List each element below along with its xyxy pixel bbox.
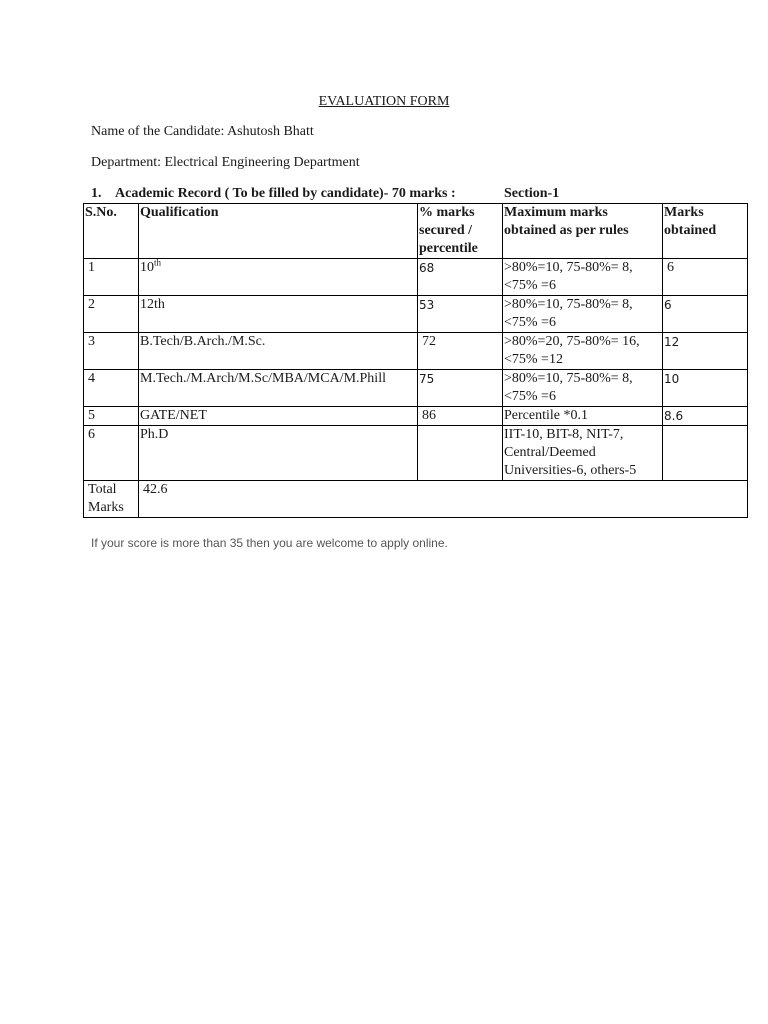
row-percent: 53 (418, 296, 503, 333)
row-obtained (663, 426, 748, 481)
row-rule: IIT-10, BIT-8, NIT-7, Central/Deemed Universities-6, others-5 (503, 426, 663, 481)
row-percent (418, 426, 503, 481)
table-row (84, 259, 748, 296)
total-value: 42.6 (139, 481, 748, 518)
row-sno: 6 (84, 426, 139, 481)
row-obtained: 8.6 (663, 407, 748, 426)
row-qualification: Ph.D (139, 426, 418, 481)
department-name: Department: Electrical Engineering Department (91, 155, 360, 170)
row-sno: 2 (84, 296, 139, 333)
row-rule: >80%=10, 75-80%= 8, <75% =6 (503, 259, 663, 296)
row-sno: 3 (84, 333, 139, 370)
total-row (84, 481, 748, 518)
form-title: EVALUATION FORM (318, 94, 450, 109)
row-rule: Percentile *0.1 (503, 407, 663, 426)
row-rule: >80%=20, 75-80%= 16, <75% =12 (503, 333, 663, 370)
row-qualification: M.Tech./M.Arch/M.Sc/MBA/MCA/M.Phill (139, 370, 418, 407)
section-heading (91, 186, 560, 202)
table-row (84, 296, 748, 333)
table-row (84, 333, 748, 370)
candidate-name: Name of the Candidate: Ashutosh Bhatt (91, 124, 314, 139)
row-qualification: GATE/NET (139, 407, 418, 426)
row-percent: 68 (418, 259, 503, 296)
header-percent: % marks secured / percentile (418, 204, 503, 259)
table-row (84, 370, 748, 407)
row-percent: 75 (418, 370, 503, 407)
row-qualification: 12th (139, 296, 418, 333)
row-qualification (139, 259, 418, 296)
header-sno: S.No. (84, 204, 139, 259)
apply-online-note: If your score is more than 35 then you are welcome to apply online. (91, 536, 448, 550)
row-sno: 5 (84, 407, 139, 426)
header-qualification: Qualification (139, 204, 418, 259)
qualification-text: 10 (140, 260, 154, 275)
header-max-marks: Maximum marks obtained as per rules (503, 204, 663, 259)
row-sno: 4 (84, 370, 139, 407)
row-obtained: 10 (663, 370, 748, 407)
row-sno: 1 (84, 259, 139, 296)
table-row (84, 426, 748, 481)
row-percent: 86 (418, 407, 503, 426)
row-obtained: 12 (663, 333, 748, 370)
row-obtained: 6 (663, 259, 748, 296)
header-marks-obtained: Marks obtained (663, 204, 748, 259)
row-rule: >80%=10, 75-80%= 8, <75% =6 (503, 296, 663, 333)
row-rule: >80%=10, 75-80%= 8, <75% =6 (503, 370, 663, 407)
row-percent: 72 (418, 333, 503, 370)
section-label: Section-1 (504, 186, 560, 201)
qualification-superscript: th (154, 257, 162, 268)
table-header-row (84, 204, 748, 259)
section-number: 1. (91, 186, 102, 201)
row-obtained: 6 (663, 296, 748, 333)
table-row (84, 407, 748, 426)
section-heading-text: Academic Record ( To be filled by candidate)- 70 marks : (115, 186, 456, 201)
row-qualification: B.Tech/B.Arch./M.Sc. (139, 333, 418, 370)
total-label: Total Marks (84, 481, 139, 518)
academic-record-table (83, 203, 748, 518)
